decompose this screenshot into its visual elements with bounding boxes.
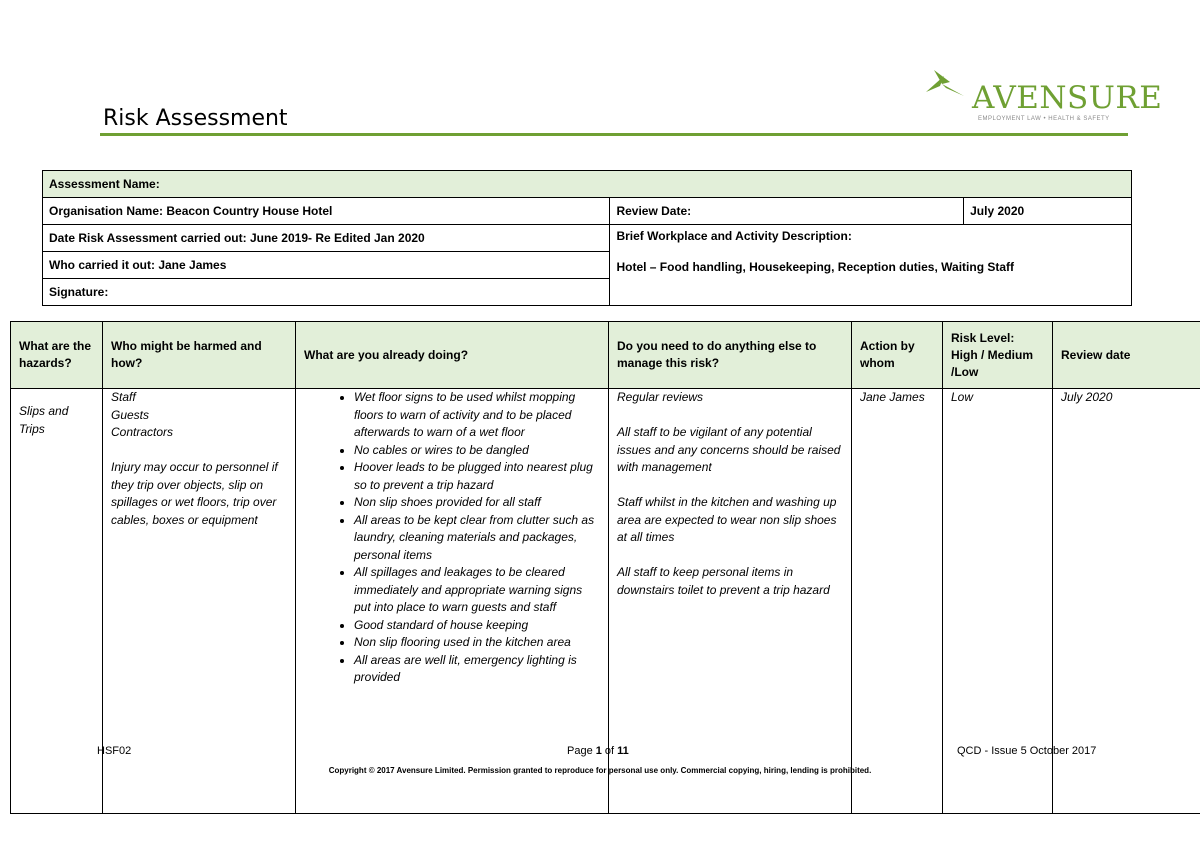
issue-info: QCD - Issue 5 October 2017 [957,745,1097,757]
review-date-label: Review Date: [610,198,964,225]
bird-icon [920,66,970,106]
hazard-cell: Slips and Trips [11,389,103,814]
assessment-info-table [42,170,1132,306]
who-description: Injury may occur to personnel if they trip over objects, slip on spillages or wet floors, trip over cables, boxes or equipment [111,460,278,527]
organisation-cell: Organisation Name: Beacon Country House Hotel [43,198,610,225]
risk-table [10,321,1200,814]
date-carried-out-cell: Date Risk Assessment carried out: June 2019- Re Edited Jan 2020 [43,225,610,252]
logo-wordmark: AVENSURE [972,80,1163,116]
else-item: Staff whilst in the kitchen and washing up area are expected to wear non slip shoes at all times [617,495,837,544]
logo-tagline: EMPLOYMENT LAW • HEALTH & SAFETY [978,116,1110,122]
list-item: • Hoover leads to be plugged into nearest plug so to prevent a trip hazard [354,459,600,494]
form-code: HSF02 [97,745,132,757]
header-else: Do you need to do anything else to manage this risk? [609,322,852,389]
header-review: Review date [1053,322,1200,389]
list-item: • All areas to be kept clear from clutter such as laundry, cleaning materials and packages, personal items [354,512,600,565]
list-item: • Good standard of house keeping [354,617,600,635]
description-cell [610,225,1132,306]
else-item: All staff to keep personal items in downstairs toilet to prevent a trip hazard [617,565,830,597]
list-item: • Non slip shoes provided for all staff [354,494,600,512]
header-doing: What are you already doing? [296,322,609,389]
list-item: • No cables or wires to be dangled [354,442,600,460]
else-item: All staff to be vigilant of any potential issues and any concerns should be raised with management [617,425,841,474]
review-cell: July 2020 [1053,389,1200,814]
list-item: • All spillages and leakages to be cleared immediately and appropriate warning signs put into place to warn guests and staff [354,564,600,617]
assessment-name-cell: Assessment Name: [43,171,1132,198]
risk-cell: Low [943,389,1053,814]
header-action: Action by whom [852,322,943,389]
who-item: Guests [111,407,150,422]
else-item: Regular reviews [617,390,704,404]
who-cell [103,389,296,814]
header-who: Who might be harmed and how? [103,322,296,389]
header-hazards: What are the hazards? [11,322,103,389]
who-item: Staff [111,390,136,404]
else-cell [609,389,852,814]
page-number: Page 1 of 11 [567,745,629,757]
copyright-notice: Copyright © 2017 Avensure Limited. Permission granted to reproduce for personal use only. Commercial copying, hiring, lending is prohibited. [328,766,872,775]
company-logo [920,66,1163,130]
doing-list [304,389,600,687]
list-item: • Wet floor signs to be used whilst mopping floors to warn of activity and to be placed afterwards to warn of a wet floor [354,389,600,442]
header-rule [100,133,1128,136]
doing-cell [296,389,609,814]
page-title: Risk Assessment [103,106,288,131]
action-cell: Jane James [852,389,943,814]
list-item: • All areas are well lit, emergency lighting is provided [354,652,600,687]
who-item: Contractors [111,425,174,439]
who-carried-out-cell: Who carried it out: Jane James [43,252,610,279]
review-date-value: July 2020 [964,198,1132,225]
header-risk: Risk Level: High / Medium /Low [943,322,1053,389]
list-item: • Non slip flooring used in the kitchen area [354,634,600,652]
signature-cell: Signature: [43,279,610,306]
description-value: Hotel – Food handling, Housekeeping, Reception duties, Waiting Staff [616,260,1015,274]
description-label: Brief Workplace and Activity Description: [616,229,852,243]
